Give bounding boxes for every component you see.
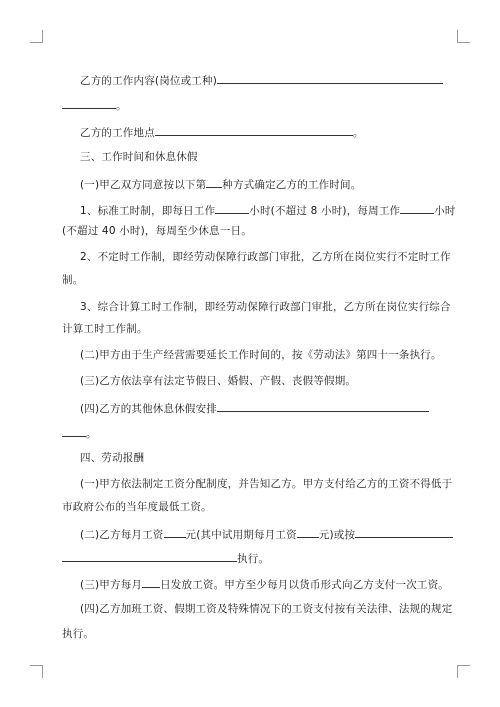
text-line-work-time-method: (一)甲乙双方同意按以下第 种方式确定乙方的工作时间。 [80, 176, 460, 192]
crop-mark-bottom-right [457, 665, 470, 678]
crop-mark-top-left [30, 30, 43, 43]
text-line-payday: (三)甲方每月 日发放工资。甲方至少每月以货币形式向乙方支付一次工资。 [80, 576, 460, 592]
text-line-standard-hours-cont: (不超过 40 小时)，每周至少休息一日。 [62, 225, 252, 237]
text-line-work-content-cont: 。 [62, 97, 442, 113]
text-line-overtime-pay-cont: 执行。 [62, 628, 95, 640]
text-line-work-content: 乙方的工作内容(岗位或工种) [80, 72, 460, 88]
text-line-flexible-hours: 2、不定时工作制，即经劳动保障行政部门审批，乙方所在岗位实行不定时工作 [80, 251, 451, 263]
crop-mark-top-right [457, 30, 470, 43]
text-line-comprehensive-hours-cont: 计算工时工作制。 [62, 323, 148, 335]
text-line-overtime-pay: (四)乙方加班工资、假期工资及特殊情况下的工资支付按有关法律、法规的规定 [80, 603, 453, 615]
text-line-wage-system-cont: 市政府公布的当年度最低工资。 [62, 501, 212, 513]
text-line-work-location: 乙方的工作地点 。 [80, 124, 460, 140]
text-line-wage-system: (一)甲方依法制定工资分配制度，并告知乙方。甲方支付给乙方的工资不得低于 [80, 478, 453, 490]
text-line-other-leave-cont: 。 [62, 425, 442, 441]
section-heading-work-time: 三、工作时间和休息休假 [80, 151, 198, 163]
text-line-monthly-wage: (二)乙方每月工资 元(其中试用期每月工资 元)或按 [80, 526, 460, 542]
text-line-other-leave: (四)乙方的其他休息休假安排 [80, 400, 460, 416]
section-heading-remuneration: 四、劳动报酬 [80, 452, 145, 464]
text-line-holidays: (三)乙方依法享有法定节假日、婚假、产假、丧假等假期。 [80, 375, 357, 387]
crop-mark-bottom-left [30, 665, 43, 678]
text-line-standard-hours: 1、标准工时制，即每日工作 小时(不超过 8 小时)，每周工作 小时 [80, 202, 460, 218]
text-line-monthly-wage-cont: 执行。 [62, 550, 442, 566]
text-line-comprehensive-hours: 3、综合计算工时工作制，即经劳动保障行政部门审批，乙方所在岗位实行综合 [80, 301, 451, 313]
text-line-overtime: (二)甲方由于生产经营需要延长工作时间的，按《劳动法》第四十一条执行。 [80, 349, 442, 361]
text-line-flexible-hours-cont: 制。 [62, 274, 84, 286]
